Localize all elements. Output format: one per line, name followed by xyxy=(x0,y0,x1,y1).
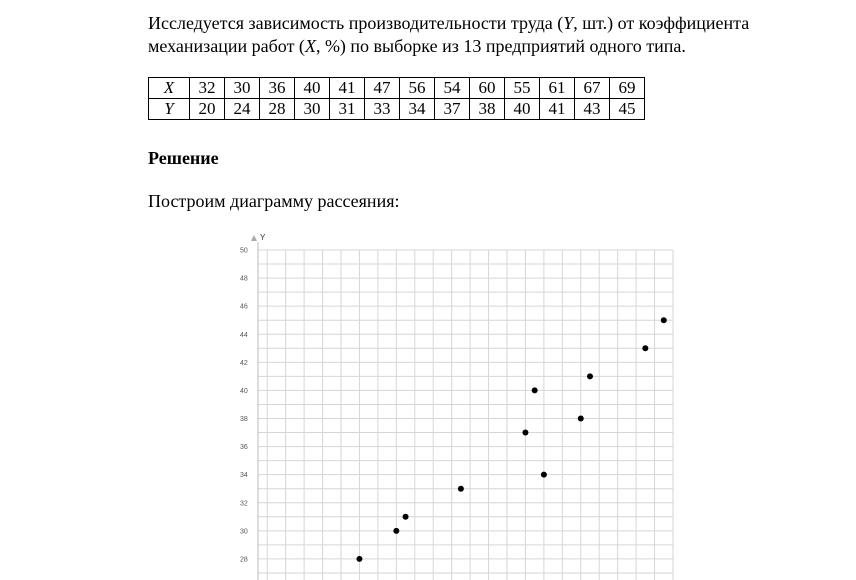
table-cell: 30 xyxy=(295,99,330,120)
variable-x: X xyxy=(304,36,316,56)
y-tick-label: 28 xyxy=(240,556,248,564)
scatter-point xyxy=(393,528,399,534)
solution-heading: Решение xyxy=(148,148,219,168)
row-header-x: X xyxy=(149,78,190,99)
y-tick-label: 40 xyxy=(240,387,248,395)
scatter-point xyxy=(578,416,584,422)
table-cell: 55 xyxy=(505,78,540,99)
variable-y: Y xyxy=(563,13,574,33)
table-cell: 24 xyxy=(225,99,260,120)
table-cell: 41 xyxy=(540,99,575,120)
table-row-x xyxy=(149,78,645,99)
scatter-point xyxy=(642,345,648,351)
y-tick-label: 46 xyxy=(240,303,248,311)
problem-text-part: , %) по выборке из 13 предприятий одного типа. xyxy=(315,36,686,56)
data-table xyxy=(148,77,645,120)
row-header-y: Y xyxy=(149,99,190,120)
y-tick-label: 50 xyxy=(240,247,248,255)
problem-text-part: Исследуется зависимость производительности труда ( xyxy=(148,13,564,33)
table-cell: 41 xyxy=(330,78,365,99)
scatter-point xyxy=(522,430,528,436)
y-tick-labels xyxy=(240,248,248,564)
table-row-y xyxy=(149,99,645,120)
scatter-point xyxy=(532,387,538,393)
table-cell: 56 xyxy=(400,78,435,99)
y-tick-label: 36 xyxy=(240,444,248,452)
y-tick-label: 34 xyxy=(240,472,248,480)
table-cell: 69 xyxy=(610,78,645,99)
scatter-plot xyxy=(218,226,688,580)
y-tick-label: 42 xyxy=(240,359,248,367)
table-cell: 32 xyxy=(190,78,225,99)
y-tick-label: 30 xyxy=(240,528,248,536)
scatter-point xyxy=(356,556,362,562)
scatter-point xyxy=(541,472,547,478)
data-points xyxy=(356,317,666,562)
scatter-point xyxy=(587,373,593,379)
table-cell: 34 xyxy=(400,99,435,120)
table-cell: 60 xyxy=(470,78,505,99)
y-tick-label: 44 xyxy=(240,331,248,339)
table-cell: 43 xyxy=(575,99,610,120)
table-cell: 33 xyxy=(365,99,400,120)
table-cell: 67 xyxy=(575,78,610,99)
scatter-point xyxy=(403,514,409,520)
y-tick-label: 32 xyxy=(240,500,248,508)
problem-text-line-1 xyxy=(148,12,749,35)
intro-text: Построим диаграмму рассеяния: xyxy=(148,191,400,211)
scatter-point xyxy=(458,486,464,492)
table-cell: 54 xyxy=(435,78,470,99)
table-cell: 40 xyxy=(505,99,540,120)
plot-grid xyxy=(258,242,673,580)
table-cell: 45 xyxy=(610,99,645,120)
table-cell: 28 xyxy=(260,99,295,120)
y-axis-arrow-icon xyxy=(251,235,257,241)
table-cell: 36 xyxy=(260,78,295,99)
problem-text-part: механизации работ ( xyxy=(148,36,305,56)
table-cell: 37 xyxy=(435,99,470,120)
table-cell: 31 xyxy=(330,99,365,120)
y-axis-label: Y xyxy=(260,233,266,242)
table-cell: 40 xyxy=(295,78,330,99)
table-cell: 20 xyxy=(190,99,225,120)
table-cell: 38 xyxy=(470,99,505,120)
problem-text-line-2 xyxy=(148,35,686,58)
table-cell: 61 xyxy=(540,78,575,99)
scatter-point xyxy=(661,317,667,323)
y-tick-label: 38 xyxy=(240,416,248,424)
table-cell: 30 xyxy=(225,78,260,99)
table-cell: 47 xyxy=(365,78,400,99)
y-tick-label: 48 xyxy=(240,275,248,283)
problem-text-part: , шт.) от коэффициента xyxy=(573,13,750,33)
